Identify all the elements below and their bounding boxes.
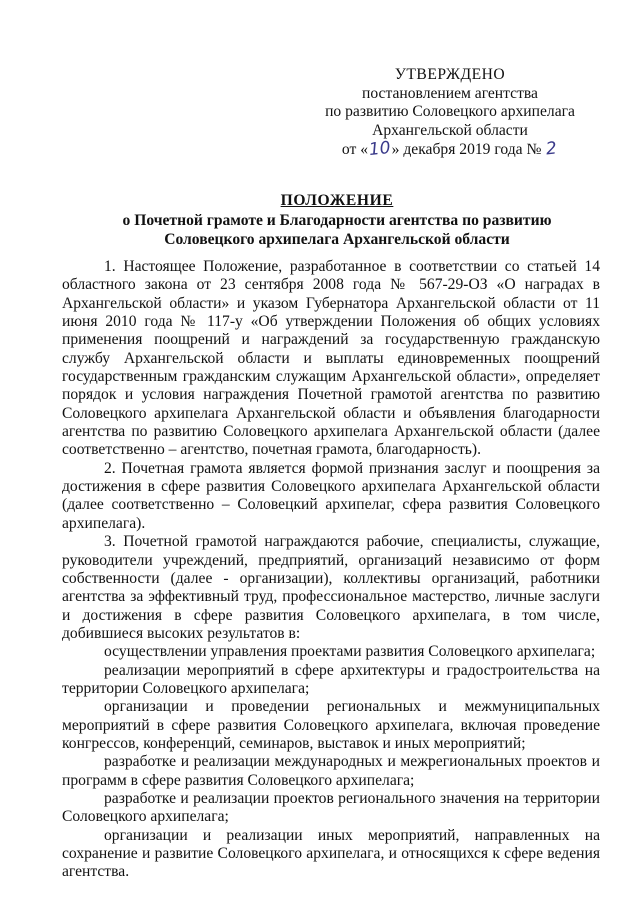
list-item: разработке и реализации проектов регионального значения на территории Соловецкого архипелага;	[62, 789, 600, 826]
paragraph-3: 3. Почетной грамотой награждаются рабочие, специалисты, служащие, руководители учреждений, предприятий, организаций независимо от форм собственности (далее - организации), коллективы организаций, работники агентства за эффективный труд, профессиональное мастерство, личные заслуги и достижения в сфере развития Соловецкого архипелага, в том числе, добившиеся высоких результатов в:	[62, 533, 600, 642]
list-item: организации и реализации иных мероприятий, направленных на сохранение и развитие Соловецкого архипелага, и относящихся к сфере ведения агентства.	[62, 826, 600, 881]
document-subtitle: Соловецкого архипелага Архангельской области	[164, 231, 510, 248]
handwritten-number: 2	[545, 138, 559, 160]
approval-title: УТВЕРЖДЕНО	[394, 66, 506, 83]
handwritten-day: 10	[368, 137, 392, 161]
approval-line: Архангельской области	[372, 121, 528, 139]
document-subtitle: о Почетной грамоте и Благодарности агентства по развитию	[122, 212, 552, 229]
paragraph-1: 1. Настоящее Положение, разработанное в соответствии со статьей 14 областного закона от 23 сентября 2008 года № 567-29-ОЗ «О наградах в Архангельской области» и указом Губернатора Архангельской области от 11 июня 2010 года № 117-у «Об утверждении Положения об общих условиях применения поощрений и награждений за государственную гражданскую службу Архангельской области и выплаты единовременных поощрений государственным гражданским служащим Архангельской области», определяет порядок и условия награждения Почетной грамотой агентства по развитию Соловецкого архипелага Архангельской области и объявления благодарности агентства по развитию Соловецкого архипелага Архангельской области (далее соответственно – агентство, почетная грамота, благодарность).	[62, 258, 600, 459]
approval-block	[300, 66, 600, 160]
approval-line: постановлением агентства	[362, 84, 538, 102]
list-item: реализации мероприятий в сфере архитектуры и градостроительства на территории Соловецкого архипелага;	[62, 661, 600, 697]
approval-line: по развитию Соловецкого архипелага	[325, 103, 575, 120]
document-title: ПОЛОЖЕНИЕ	[280, 192, 394, 209]
date-prefix: от «	[341, 141, 369, 158]
document-body	[62, 258, 600, 882]
approval-date	[300, 137, 600, 161]
list-item: организации и проведении региональных и межмуниципальных мероприятий в сфере развития Соловецкого архипелага, включая проведение конгрессов, конференций, семинаров, выставок и иных мероприятий;	[62, 698, 600, 752]
list-item: осуществлении управления проектами развития Соловецкого архипелага;	[104, 643, 596, 661]
paragraph-2: 2. Почетная грамота является формой признания заслуг и поощрения за достижения в сфере развития Соловецкого архипелага Архангельской области (далее соответственно – Соловецкий архипелаг, сфера развития Соловецкого архипелага).	[62, 459, 600, 532]
list-item: разработке и реализации международных и межрегиональных проектов и программ в сфере развития Соловецкого архипелага;	[62, 753, 600, 789]
date-middle: » декабря 2019 года №	[391, 141, 542, 158]
document-heading	[72, 191, 602, 249]
